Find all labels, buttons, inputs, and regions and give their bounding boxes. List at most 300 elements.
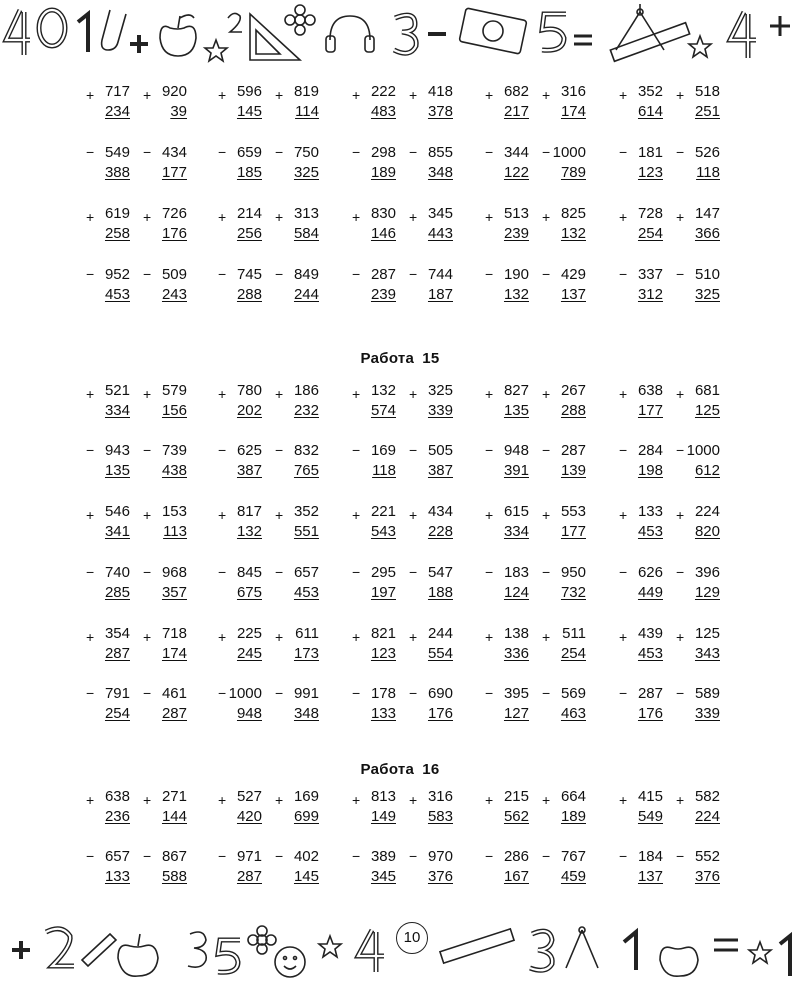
operand-top: 178: [370, 685, 396, 702]
operand-bottom: 341: [104, 523, 130, 540]
problem: [275, 441, 323, 481]
problem: [352, 143, 400, 183]
problem: [218, 441, 266, 481]
apple-icon: [118, 934, 158, 976]
minus-operator: −: [352, 685, 361, 701]
plus-operator: +: [352, 386, 361, 402]
problem: [218, 502, 266, 542]
digit-4-icon: [6, 10, 30, 55]
operand-top: 138: [503, 625, 529, 642]
minus-operator: −: [619, 685, 628, 701]
problem: [485, 684, 533, 724]
operand-top: 298: [370, 144, 396, 161]
problem: [485, 82, 533, 122]
operand-top: 780: [236, 382, 262, 399]
operand-bottom: 167: [503, 868, 529, 885]
problem: [352, 684, 400, 724]
operand-top: 521: [104, 382, 130, 399]
problem: [218, 684, 266, 724]
minus-operator: −: [86, 685, 95, 701]
operand-bottom: 137: [637, 868, 663, 885]
operand-top: 153: [161, 503, 187, 520]
operand-bottom: 245: [236, 645, 262, 662]
operand-top: 184: [637, 848, 663, 865]
operand-bottom: 449: [637, 584, 663, 601]
operand-top: 190: [503, 266, 529, 283]
operand-bottom: 443: [427, 225, 453, 242]
minus-operator: −: [275, 685, 284, 701]
minus-operator: −: [409, 564, 418, 580]
plus-operator: +: [676, 507, 685, 523]
operand-top: 287: [637, 685, 663, 702]
problem: [485, 624, 533, 664]
operand-bottom: 236: [104, 808, 130, 825]
operand-top: 183: [503, 564, 529, 581]
plus-operator: +: [86, 629, 95, 645]
problem: [542, 265, 590, 305]
plus-operator: +: [619, 507, 628, 523]
minus-operator: −: [143, 442, 152, 458]
operand-top: 513: [503, 205, 529, 222]
operand-bottom: 453: [637, 523, 663, 540]
operand-top: 625: [236, 442, 262, 459]
operand-bottom: 376: [694, 868, 720, 885]
triangle-ruler-icon: [250, 14, 300, 60]
page-number-label: 10: [403, 929, 421, 946]
operand-top: 1000: [686, 442, 720, 459]
operand-bottom: 343: [694, 645, 720, 662]
problem: [143, 265, 191, 305]
operand-bottom: 132: [503, 286, 529, 303]
minus-operator: −: [352, 266, 361, 282]
problem: [275, 624, 323, 664]
operand-bottom: 129: [694, 584, 720, 601]
section-heading: [0, 350, 800, 367]
minus-operator: −: [143, 848, 152, 864]
problem: [143, 787, 191, 827]
plus-operator: +: [542, 87, 551, 103]
minus-operator: −: [275, 442, 284, 458]
digit-5-icon: [218, 940, 240, 972]
problem: [542, 563, 590, 603]
operand-bottom: 145: [293, 868, 319, 885]
operand-bottom: 135: [104, 462, 130, 479]
operand-bottom: 288: [560, 402, 586, 419]
operand-bottom: 699: [293, 808, 319, 825]
operand-top: 429: [560, 266, 586, 283]
operand-bottom: 139: [560, 462, 586, 479]
operand-bottom: 391: [503, 462, 529, 479]
problem: [409, 204, 457, 244]
plus-operator: +: [619, 629, 628, 645]
star-icon: [205, 40, 227, 61]
star-icon: [689, 36, 711, 57]
operand-top: 579: [161, 382, 187, 399]
operand-top: 415: [637, 788, 663, 805]
operand-top: 813: [370, 788, 396, 805]
operand-bottom: 177: [637, 402, 663, 419]
operand-bottom: 133: [104, 868, 130, 885]
operand-top: 505: [427, 442, 453, 459]
minus-operator: −: [275, 848, 284, 864]
operand-top: 690: [427, 685, 453, 702]
problem: [619, 684, 667, 724]
problem: [542, 381, 590, 421]
operand-bottom: 334: [503, 523, 529, 540]
problem: [409, 563, 457, 603]
operand-top: 553: [560, 503, 586, 520]
operand-bottom: 366: [694, 225, 720, 242]
operand-bottom: 176: [637, 705, 663, 722]
minus-operator: −: [619, 848, 628, 864]
operand-top: 396: [694, 564, 720, 581]
operand-top: 352: [637, 83, 663, 100]
minus-operator: −: [409, 442, 418, 458]
problem: [619, 787, 667, 827]
operand-bottom: 254: [104, 705, 130, 722]
operand-bottom: 675: [236, 584, 262, 601]
minus-operator: −: [542, 266, 551, 282]
operand-bottom: 144: [161, 808, 187, 825]
operand-top: 569: [560, 685, 586, 702]
problem: [409, 847, 457, 887]
operand-top: 286: [503, 848, 529, 865]
operand-bottom: 177: [161, 164, 187, 181]
problem: [409, 502, 457, 542]
operand-bottom: 145: [236, 103, 262, 120]
operand-bottom: 188: [427, 584, 453, 601]
operand-bottom: 254: [637, 225, 663, 242]
minus-operator: −: [86, 266, 95, 282]
operand-bottom: 123: [370, 645, 396, 662]
operand-bottom: 387: [427, 462, 453, 479]
minus-operator: −: [676, 685, 685, 701]
operand-top: 767: [560, 848, 586, 865]
operand-bottom: 177: [560, 523, 586, 540]
operand-top: 221: [370, 503, 396, 520]
problem: [485, 563, 533, 603]
operand-top: 395: [503, 685, 529, 702]
minus-operator: −: [86, 144, 95, 160]
problem: [275, 563, 323, 603]
section-number: 16: [422, 761, 440, 778]
problem: [143, 563, 191, 603]
plus-operator: +: [143, 386, 152, 402]
minus-operator: −: [542, 564, 551, 580]
problem: [275, 684, 323, 724]
plus-operator: +: [86, 792, 95, 808]
operand-top: 337: [637, 266, 663, 283]
operand-bottom: 325: [293, 164, 319, 181]
operand-top: 284: [637, 442, 663, 459]
digit-1-icon: [624, 932, 636, 970]
problem: [676, 204, 724, 244]
plus-operator: +: [143, 87, 152, 103]
operand-bottom: 388: [104, 164, 130, 181]
operand-bottom: 483: [370, 103, 396, 120]
operand-top: 434: [427, 503, 453, 520]
equals-sign-icon: [714, 940, 738, 950]
minus-operator: −: [86, 564, 95, 580]
plus-operator: +: [275, 629, 284, 645]
digit-5-icon: [542, 14, 566, 50]
plus-operator: +: [86, 87, 95, 103]
problem: [409, 441, 457, 481]
problem: [86, 441, 134, 481]
operand-top: 552: [694, 848, 720, 865]
minus-operator: −: [409, 848, 418, 864]
minus-operator: −: [676, 144, 685, 160]
problem: [409, 381, 457, 421]
problem: [619, 502, 667, 542]
problem: [676, 624, 724, 664]
problem: [218, 143, 266, 183]
problem: [86, 381, 134, 421]
operand-bottom: 258: [104, 225, 130, 242]
plus-operator: +: [676, 87, 685, 103]
operand-bottom: 387: [236, 462, 262, 479]
operand-bottom: 948: [236, 705, 262, 722]
operand-bottom: 312: [637, 286, 663, 303]
problem: [676, 381, 724, 421]
equals-sign-icon: [574, 36, 592, 44]
ruler-icon: [440, 929, 514, 963]
problem: [352, 502, 400, 542]
operand-top: 657: [104, 848, 130, 865]
operand-bottom: 135: [503, 402, 529, 419]
section-heading: [0, 761, 800, 778]
operand-top: 316: [560, 83, 586, 100]
operand-top: 509: [161, 266, 187, 283]
problem: [143, 381, 191, 421]
operand-top: 287: [560, 442, 586, 459]
operand-bottom: 562: [503, 808, 529, 825]
digit-3-icon: [394, 15, 416, 53]
problem: [542, 847, 590, 887]
plus-operator: +: [542, 209, 551, 225]
minus-operator: −: [218, 442, 227, 458]
plus-operator: +: [676, 792, 685, 808]
operand-bottom: 113: [163, 523, 187, 540]
operand-top: 295: [370, 564, 396, 581]
digit-0-icon: [39, 10, 65, 46]
operand-top: 225: [236, 625, 262, 642]
plus-operator: +: [542, 507, 551, 523]
operand-bottom: 438: [161, 462, 187, 479]
operand-top: 133: [637, 503, 663, 520]
operand-top: 313: [293, 205, 319, 222]
operand-top: 745: [236, 266, 262, 283]
operand-top: 518: [694, 83, 720, 100]
operand-bottom: 125: [694, 402, 720, 419]
operand-bottom: 224: [694, 808, 720, 825]
operand-top: 920: [161, 83, 187, 100]
minus-operator: −: [86, 848, 95, 864]
operand-top: 832: [293, 442, 319, 459]
plus-operator: +: [143, 209, 152, 225]
operand-bottom: 339: [694, 705, 720, 722]
operand-top: 214: [236, 205, 262, 222]
problem: [542, 143, 590, 183]
minus-operator: −: [485, 266, 494, 282]
problem: [409, 265, 457, 305]
operand-top: 991: [293, 685, 319, 702]
problem: [86, 265, 134, 305]
plus-operator: +: [619, 87, 628, 103]
plus-operator: +: [143, 507, 152, 523]
operand-top: 726: [161, 205, 187, 222]
problem: [352, 787, 400, 827]
operand-bottom: 234: [104, 103, 130, 120]
problem: [619, 204, 667, 244]
compass-icon: [566, 927, 598, 968]
minus-operator: −: [485, 564, 494, 580]
minus-operator: −: [218, 685, 227, 701]
operand-bottom: 239: [370, 286, 396, 303]
problem: [542, 787, 590, 827]
section-number: 15: [422, 350, 440, 367]
minus-operator: −: [218, 848, 227, 864]
operand-top: 434: [161, 144, 187, 161]
operand-top: 316: [427, 788, 453, 805]
problem: [676, 143, 724, 183]
problem: [352, 82, 400, 122]
operand-bottom: 614: [637, 103, 663, 120]
operand-top: 817: [236, 503, 262, 520]
operand-bottom: 118: [696, 164, 720, 181]
problem: [352, 441, 400, 481]
problem: [485, 265, 533, 305]
problem: [409, 684, 457, 724]
minus-operator: −: [218, 564, 227, 580]
star-icon: [749, 942, 771, 963]
minus-operator: −: [352, 144, 361, 160]
problem: [143, 441, 191, 481]
operand-top: 169: [293, 788, 319, 805]
operand-top: 547: [427, 564, 453, 581]
minus-operator: −: [619, 442, 628, 458]
operand-bottom: 124: [503, 584, 529, 601]
flower-icon: [248, 926, 276, 954]
operand-top: 744: [427, 266, 453, 283]
minus-operator: −: [409, 266, 418, 282]
operand-top: 186: [293, 382, 319, 399]
minus-operator: −: [352, 442, 361, 458]
operand-bottom: 348: [427, 164, 453, 181]
operand-bottom: 285: [104, 584, 130, 601]
problem: [143, 847, 191, 887]
problem: [86, 204, 134, 244]
operand-bottom: 198: [637, 462, 663, 479]
minus-operator: −: [485, 848, 494, 864]
header-doodle-band: [0, 0, 800, 70]
operand-top: 740: [104, 564, 130, 581]
minus-operator: −: [275, 144, 284, 160]
plus-operator: +: [275, 209, 284, 225]
plus-operator: +: [218, 386, 227, 402]
operand-top: 582: [694, 788, 720, 805]
operand-top: 418: [427, 83, 453, 100]
minus-operator: −: [676, 266, 685, 282]
operand-bottom: 174: [560, 103, 586, 120]
problem: [619, 847, 667, 887]
operand-bottom: 146: [370, 225, 396, 242]
operand-bottom: 420: [236, 808, 262, 825]
operand-top: 827: [503, 382, 529, 399]
problem: [676, 563, 724, 603]
problem: [143, 143, 191, 183]
problem: [86, 847, 134, 887]
plus-sign-icon: [12, 941, 30, 959]
minus-operator: −: [352, 564, 361, 580]
operand-top: 943: [104, 442, 130, 459]
problem: [409, 143, 457, 183]
problem: [143, 502, 191, 542]
plus-operator: +: [409, 507, 418, 523]
operand-bottom: 376: [427, 868, 453, 885]
operand-bottom: 254: [560, 645, 586, 662]
operand-top: 821: [370, 625, 396, 642]
operand-top: 657: [293, 564, 319, 581]
operand-bottom: 287: [236, 868, 262, 885]
plus-operator: +: [485, 87, 494, 103]
problem: [86, 624, 134, 664]
problem: [676, 847, 724, 887]
problem: [542, 624, 590, 664]
operand-top: 224: [694, 503, 720, 520]
operand-bottom: 789: [560, 164, 586, 181]
plus-operator: +: [143, 629, 152, 645]
operand-top: 845: [236, 564, 262, 581]
operand-bottom: 256: [236, 225, 262, 242]
plus-operator: +: [409, 386, 418, 402]
operand-top: 849: [293, 266, 319, 283]
plus-operator: +: [218, 792, 227, 808]
operand-top: 352: [293, 503, 319, 520]
operand-bottom: 176: [427, 705, 453, 722]
minus-operator: −: [619, 266, 628, 282]
operand-top: 664: [560, 788, 586, 805]
pencil-icon: [82, 934, 116, 966]
operand-top: 354: [104, 625, 130, 642]
problem: [218, 787, 266, 827]
operand-bottom: 239: [503, 225, 529, 242]
problem: [218, 624, 266, 664]
operand-bottom: 574: [370, 402, 396, 419]
problem: [218, 265, 266, 305]
problem: [619, 381, 667, 421]
plus-operator: +: [275, 87, 284, 103]
operand-bottom: 149: [370, 808, 396, 825]
plus-operator: +: [352, 87, 361, 103]
plus-operator: +: [218, 629, 227, 645]
operand-bottom: 123: [637, 164, 663, 181]
problem: [352, 381, 400, 421]
problem: [218, 563, 266, 603]
minus-operator: −: [218, 144, 227, 160]
operand-top: 855: [427, 144, 453, 161]
plus-operator: +: [485, 209, 494, 225]
operand-bottom: 122: [503, 164, 529, 181]
plus-operator: +: [485, 386, 494, 402]
operand-bottom: 217: [503, 103, 529, 120]
operand-top: 526: [694, 144, 720, 161]
section-title: Работа: [360, 761, 415, 778]
operand-top: 791: [104, 685, 130, 702]
banknote-icon: [459, 8, 527, 54]
operand-bottom: 176: [161, 225, 187, 242]
operand-bottom: 765: [293, 462, 319, 479]
